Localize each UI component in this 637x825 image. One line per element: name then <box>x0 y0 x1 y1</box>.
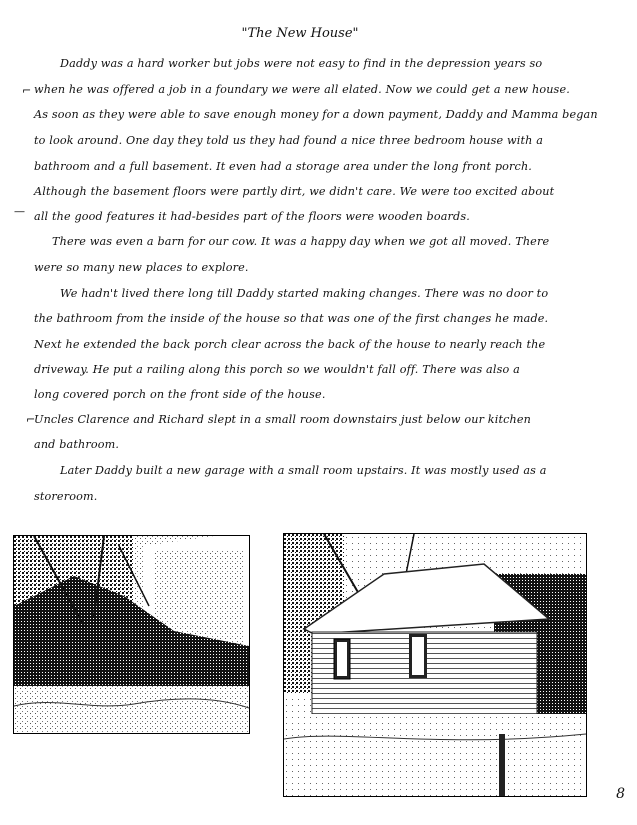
text-line: all the good features it had-besides part of the floors were wooden boards. <box>34 210 470 223</box>
text-line: to look around. One day they told us they had found a nice three bedroom house with a <box>34 134 544 147</box>
text-line: We hadn't lived there long till Daddy started making changes. There was no door to <box>60 287 549 300</box>
text-line: There was even a barn for our cow. It was a happy day when we got all moved. There <box>52 235 550 248</box>
margin-mark: — <box>14 205 25 218</box>
text-line: when he was offered a job in a foundary we were all elated. Now we could get a new house. <box>34 83 570 96</box>
text-line: long covered porch on the front side of the house. <box>34 388 326 401</box>
text-line: Next he extended the back porch clear across the back of the house to nearly reach the <box>34 338 546 351</box>
text-line: Uncles Clarence and Richard slept in a small room downstairs just below our kitchen <box>34 413 532 426</box>
text-line: storeroom. <box>34 490 98 503</box>
text-line: and bathroom. <box>34 438 120 451</box>
page-number: 8 <box>616 786 625 802</box>
photo-small-house <box>283 533 587 797</box>
text-line: bathroom and a full basement. It even had a storage area under the long front porch. <box>34 160 532 173</box>
text-line: Later Daddy built a new garage with a small room upstairs. It was mostly used as a <box>60 464 547 477</box>
text-line: As soon as they were able to save enough money for a down payment, Daddy and Mamma began <box>34 108 598 121</box>
text-line: driveway. He put a railing along this porch so we wouldn't fall off. There was also a <box>34 363 520 376</box>
text-line: Although the basement floors were partly dirt, we didn't care. We were too excited about <box>34 185 555 198</box>
margin-mark: ⌐ <box>26 413 36 426</box>
text-line: were so many new places to explore. <box>34 261 249 274</box>
text-line: the bathroom from the inside of the house so that was one of the first changes he made. <box>34 312 549 325</box>
page-title: "The New House" <box>241 26 359 41</box>
margin-mark: ⌐ <box>22 84 32 97</box>
photo-house-trees <box>13 535 250 734</box>
text-line: Daddy was a hard worker but jobs were not easy to find in the depression years so <box>60 57 543 70</box>
